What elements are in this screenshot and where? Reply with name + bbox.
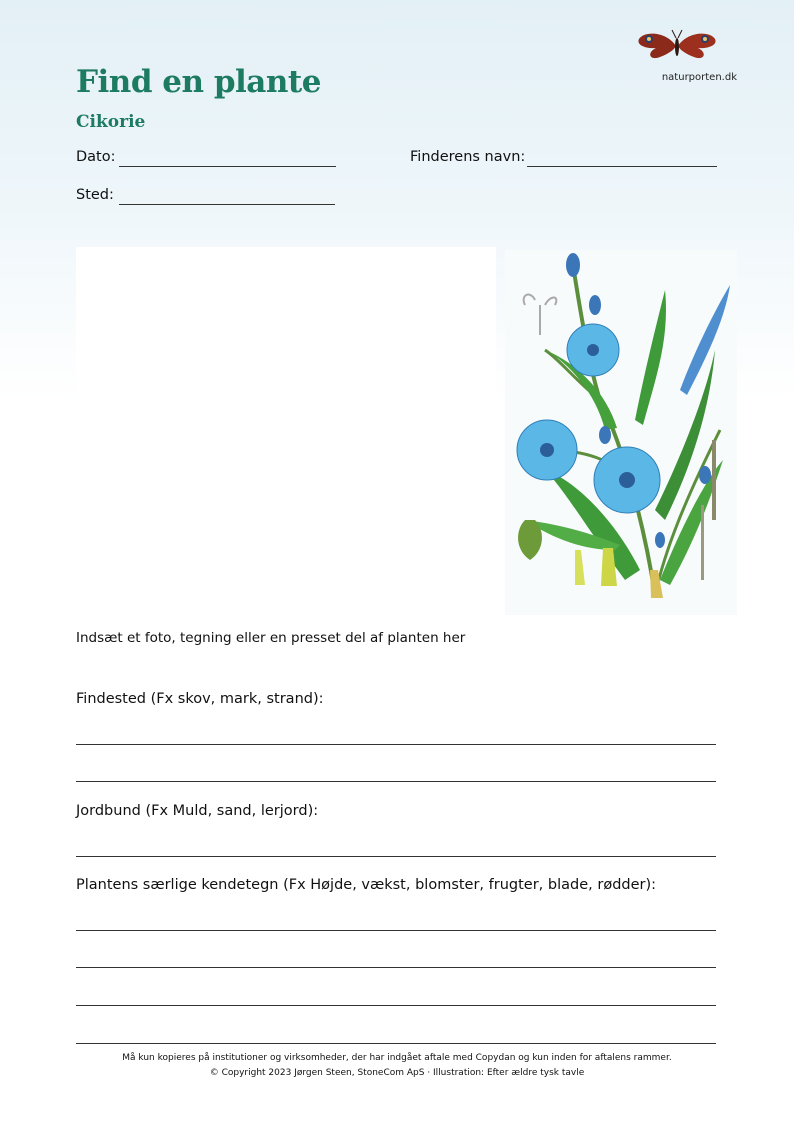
date-label: Dato: (76, 149, 116, 165)
copyright-notice: Må kun kopieres på institutioner og virksomheder, der har indgået aftale med Copydan og kun inden for aftalens rammer. (122, 1053, 672, 1063)
location-label: Findested (Fx skov, mark, strand): (76, 691, 324, 707)
features-answer-line[interactable] (76, 1005, 716, 1006)
site-name: naturporten.dk (661, 72, 737, 83)
features-answer-line[interactable] (76, 1043, 716, 1044)
date-field[interactable] (119, 166, 336, 167)
features-answer-line[interactable] (76, 967, 716, 968)
soil-label: Jordbund (Fx Muld, sand, lerjord): (76, 803, 319, 819)
soil-answer-line[interactable] (76, 856, 716, 857)
butterfly-icon (636, 27, 718, 65)
copyright-line: © Copyright 2023 Jørgen Steen, StoneCom ApS · Illustration: Efter ældre tysk tavle (209, 1068, 585, 1078)
place-label: Sted: (76, 187, 114, 203)
location-answer-line[interactable] (76, 744, 716, 745)
features-label: Plantens særlige kendetegn (Fx Højde, vækst, blomster, frugter, blade, rødder): (76, 877, 657, 893)
photo-caption: Indsæt et foto, tegning eller en presset del af planten her (76, 630, 466, 646)
place-field[interactable] (119, 204, 335, 205)
photo-area[interactable] (76, 247, 496, 617)
chicory-plant-illustration (505, 250, 737, 615)
page-title: Find en plante (76, 64, 321, 100)
finder-name-field[interactable] (527, 166, 717, 167)
features-answer-line[interactable] (76, 930, 716, 931)
finder-name-label: Finderens navn: (410, 149, 526, 165)
plant-name: Cikorie (76, 112, 146, 132)
location-answer-line[interactable] (76, 781, 716, 782)
